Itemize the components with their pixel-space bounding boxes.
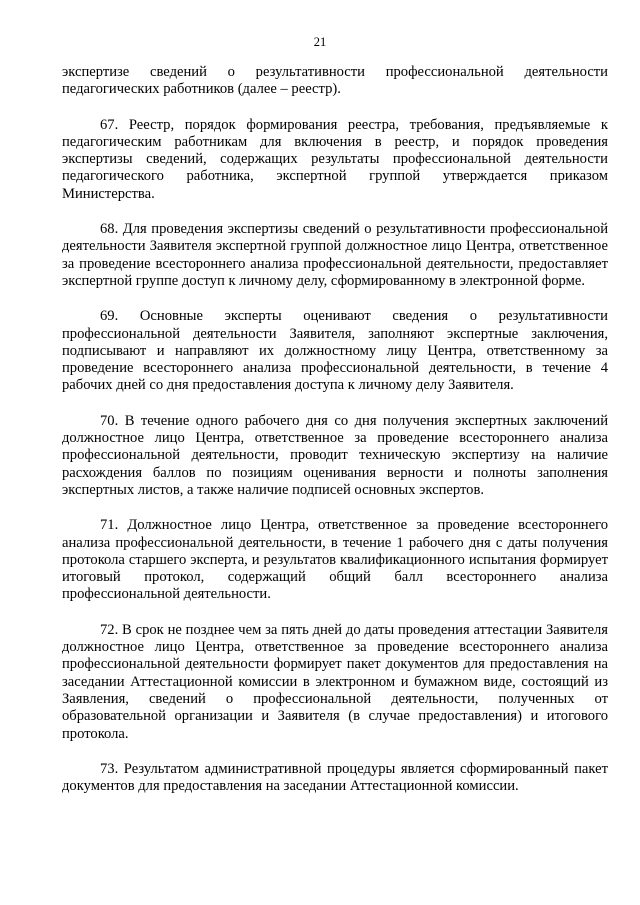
paragraph-69: 69. Основные эксперты оценивают сведения о результативности профессиональной деятельности Заявителя, заполняют экспертные заключения, подписывают и направляют их должностному лицу Центра, ответственному за проведение всестороннего анализа профессиональной деятельности, в течение 4 рабочих дней со дня предоставления доступа к личному делу Заявителя. (62, 308, 608, 394)
paragraph-71: 71. Должностное лицо Центра, ответственное за проведение всестороннего анализа профессиональной деятельности, в течение 1 рабочего дня с даты получения протокола старшего эксперта, и результатов квалификационного испытания формирует итоговый протокол, содержащий общий балл всестороннего анализа профессиональной деятельности. (62, 517, 608, 603)
paragraph-68: 68. Для проведения экспертизы сведений о результативности профессиональной деятельности Заявителя экспертной группой должностное лицо Центра, ответственное за проведение всестороннего анализа профессиональной деятельности, предоставляет экспертной группе доступ к личному делу, сформированному в электронной форме. (62, 221, 608, 289)
paragraph-72: 72. В срок не позднее чем за пять дней до даты проведения аттестации Заявителя должностное лицо Центра, ответственное за проведение всестороннего анализа профессиональной деятельности формирует пакет документов для предоставления на заседании Аттестационной комиссии в электронном и бумажном виде, состоящий из Заявления, сведений о профессиональной деятельности, полученных от образовательной организации и Заявителя (в случае предоставления) и итогового протокола. (62, 621, 608, 742)
document-body (62, 64, 608, 795)
paragraph-73: 73. Результатом административной процедуры является сформированный пакет документов для предоставления на заседании Аттестационной комиссии. (62, 760, 608, 795)
paragraph-67: 67. Реестр, порядок формирования реестра, требования, предъявляемые к педагогическим работникам для включения в реестр, и порядок проведения экспертизы сведений, содержащих результаты профессиональной деятельности педагогического работника, экспертной группой утверждается приказом Министерства. (62, 116, 608, 202)
paragraph-70: 70. В течение одного рабочего дня со дня получения экспертных заключений должностное лицо Центра, ответственное за проведение всестороннего анализа профессиональной деятельности, проводит техническую экспертизу на наличие расхождения баллов по позициям оценивания верности и полноты заполнения экспертных листов, а также наличие подписей основных экспертов. (62, 412, 608, 498)
page-number: 21 (313, 35, 327, 49)
paragraph-continuation: экспертизе сведений о результативности профессиональной деятельности педагогических работников (далее – реестр). (62, 64, 608, 98)
